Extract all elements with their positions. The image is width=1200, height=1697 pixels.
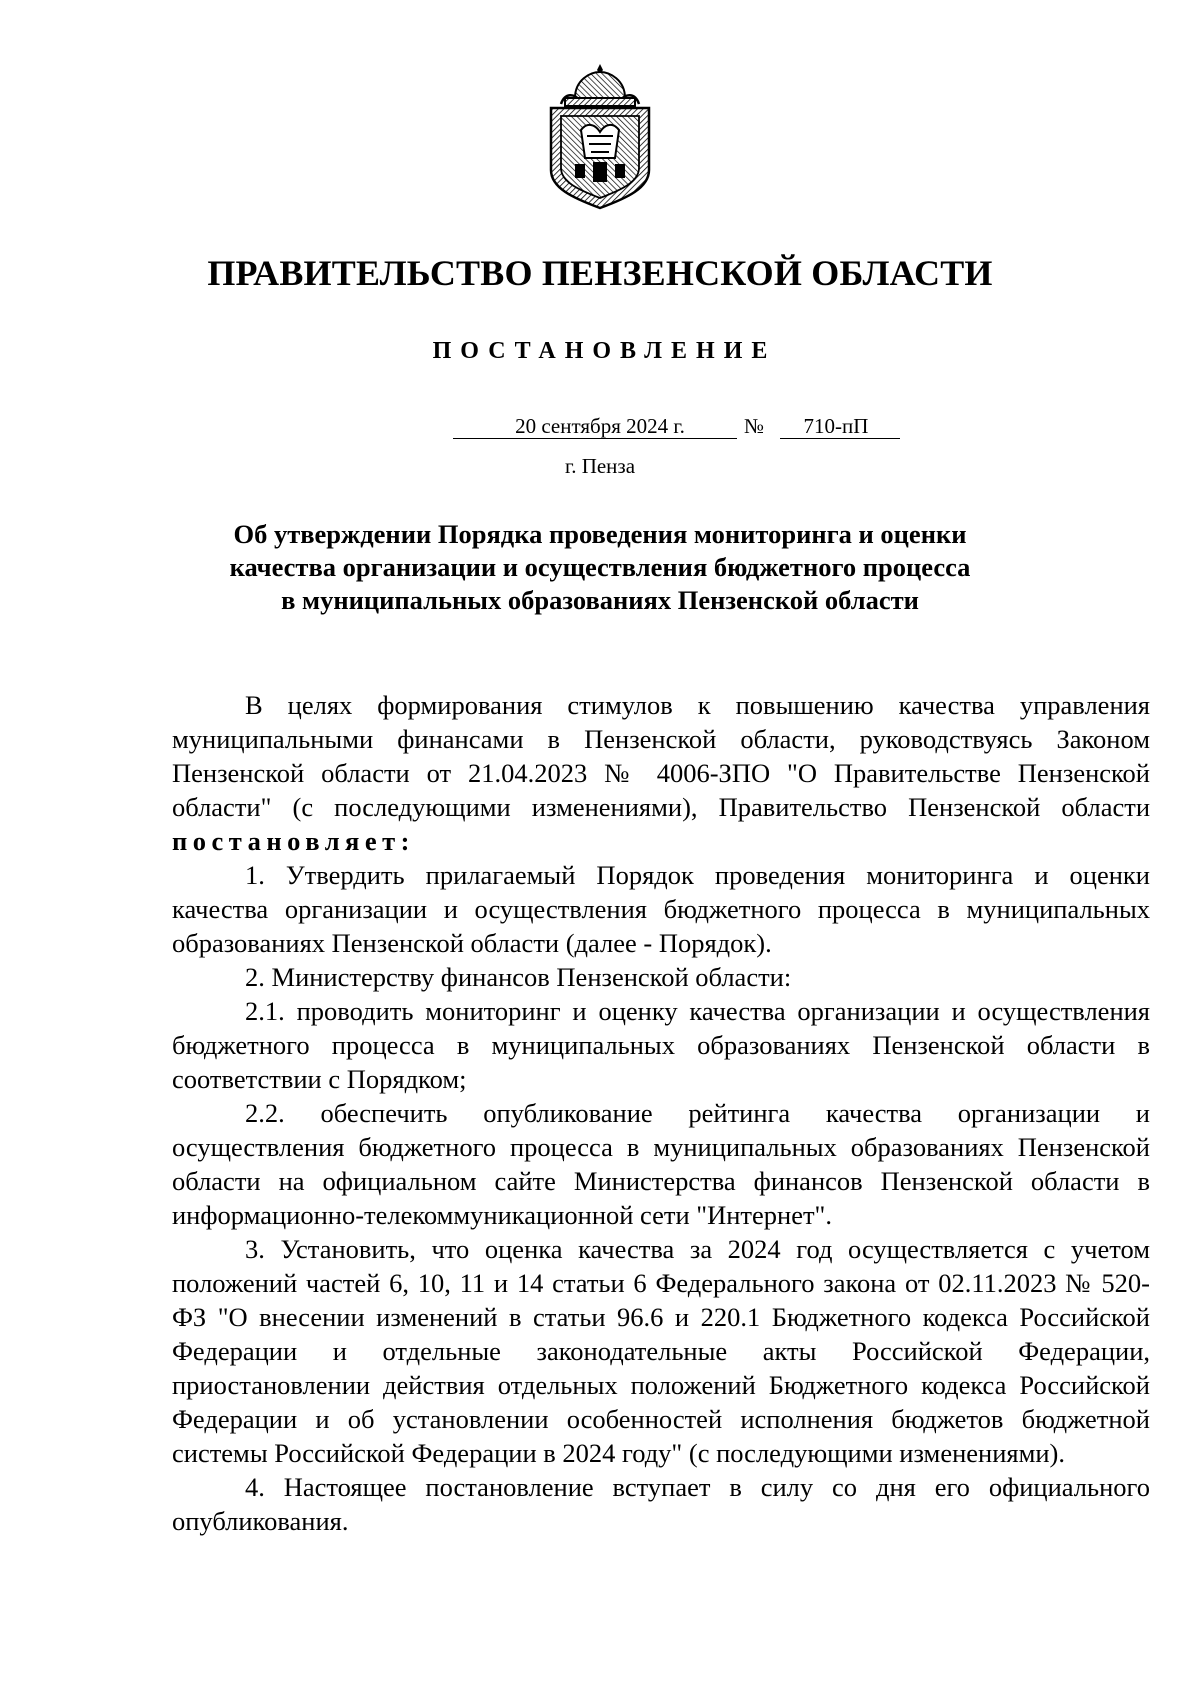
subject-line: Об утверждении Порядка проведения мониторинга и оценки bbox=[233, 519, 967, 549]
government-title: ПРАВИТЕЛЬСТВО ПЕНЗЕНСКОЙ ОБЛАСТИ bbox=[207, 253, 993, 293]
item-2: 2. Министерству финансов Пензенской области: bbox=[245, 962, 792, 992]
document-number: 710-пП bbox=[780, 414, 900, 439]
item-1: 1. Утвердить прилагаемый Порядок проведения мониторинга и оценки качества организации и осуществления бюджетного процесса в муниципальных образованиях Пензенской области (далее - Порядок). bbox=[172, 860, 1150, 958]
item-2-2: 2.2. обеспечить опубликование рейтинга качества организации и осуществления бюджетного процесса в муниципальных образованиях Пензенской области на официальном сайте Министерства финансов Пензенской области в информационно-телекоммуникационной сети "Интернет". bbox=[172, 1098, 1150, 1230]
number-sign: № bbox=[744, 414, 765, 438]
item-4: 4. Настоящее постановление вступает в силу со дня его официального опубликования. bbox=[172, 1472, 1150, 1536]
subject-line: качества организации и осуществления бюджетного процесса bbox=[229, 552, 971, 582]
city: г. Пенза bbox=[564, 454, 636, 478]
document-subject bbox=[170, 518, 1030, 617]
date-number-row bbox=[0, 414, 1200, 444]
document-body bbox=[172, 688, 1150, 1538]
subject-line: в муниципальных образованиях Пензенской области bbox=[281, 585, 919, 615]
item-3: 3. Установить, что оценка качества за 2024 год осуществляется с учетом положений частей 6, 10, 11 и 14 статьи 6 Федерального закона от 02.11.2023 № 520-ФЗ "О внесении изменений в статьи 96.6 и 220.1 Бюджетного кодекса Российской Федерации и отдельные законодательные акты Российской Федерации, приостановлении действия отдельных положений Бюджетного кодекса Российской Федерации и об установлении особенностей исполнения бюджетов бюджетной системы Российской Федерации в 2024 году" (с последующими изменениями). bbox=[172, 1234, 1150, 1468]
decree-word: постановляет: bbox=[172, 826, 415, 856]
decree-paragraph bbox=[172, 824, 1150, 858]
coat-of-arms-icon bbox=[535, 58, 665, 213]
document-type: ПОСТАНОВЛЕНИЕ bbox=[432, 338, 777, 364]
item-2-1: 2.1. проводить мониторинг и оценку качества организации и осуществления бюджетного процесса в муниципальных образованиях Пензенской области в соответствии с Порядком; bbox=[172, 996, 1150, 1094]
preamble-text: В целях формирования стимулов к повышению качества управления муниципальными финансами в Пензенской области, руководствуясь Законом Пензенской области от 21.04.2023 № 4006-ЗПО "О Правительстве Пензенской области" (с последующими изменениями), Правительство Пензенской области bbox=[172, 690, 1150, 822]
preamble-paragraph bbox=[172, 688, 1150, 824]
document-date: 20 сентября 2024 г. bbox=[453, 414, 737, 439]
